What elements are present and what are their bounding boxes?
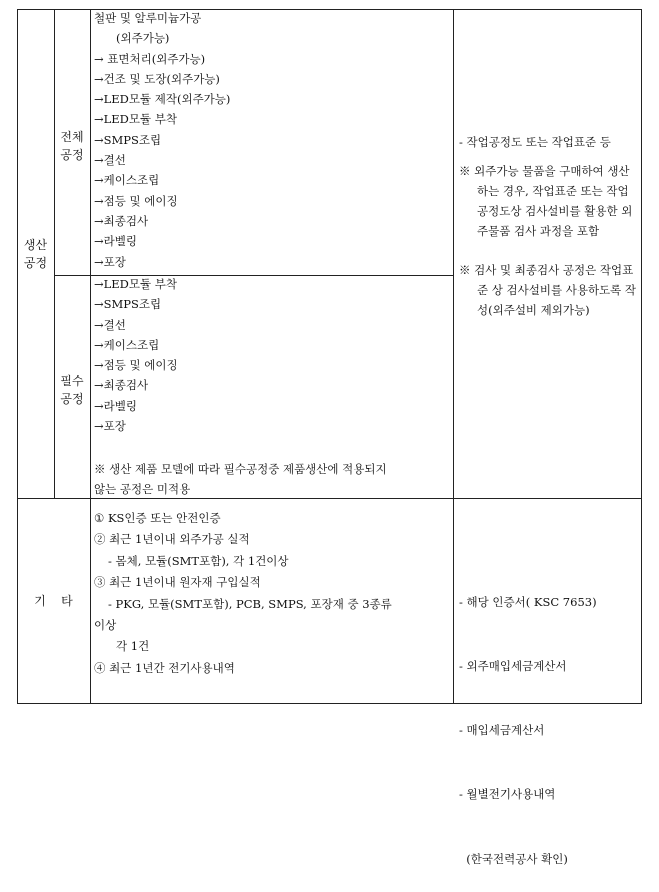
- list-item: - 몸체, 모듈(SMT포함), 각 1건이상: [108, 553, 289, 568]
- evidence-note: ※ 외주가능 물품을 구매하여 생산하는 경우, 작업표준 또는 작업공정도상 검사설비를 활용한 외주물품 검사 과정을 포함: [459, 164, 633, 238]
- note-line: ※ 생산 제품 모델에 따라 필수공정중 제품생산에 적용되지: [94, 462, 387, 476]
- list-item: →케이스조립: [94, 337, 160, 352]
- list-item: ① KS인증 또는 안전인증: [94, 511, 221, 525]
- list-item: →결선: [94, 153, 126, 168]
- required-process-label: [54, 372, 90, 408]
- whole-process-steps: [94, 8, 230, 272]
- list-item: →최종검사: [94, 213, 149, 228]
- evidence-line: (한국전력공사 확인): [459, 851, 568, 866]
- evidence-note: ※ 검사 및 최종검사 공정은 작업표준 상 검사설비를 사용하도록 작성(외주설비 제외가능): [459, 263, 637, 317]
- list-item: →포장: [94, 254, 126, 269]
- list-item: →LED모듈 부착: [94, 112, 177, 127]
- list-item: →라벨링: [94, 398, 137, 413]
- list-item: 철판 및 알루미늄가공: [94, 11, 202, 25]
- list-item: ④ 최근 1년간 전기사용내역: [94, 660, 235, 675]
- other-items: [94, 508, 392, 679]
- list-item: →LED모듈 제작(외주가능): [94, 92, 231, 107]
- production-label-line1: 생산: [23, 238, 48, 252]
- production-evidence: [459, 132, 637, 320]
- list-item: →점등 및 에이징: [94, 193, 178, 208]
- list-item: →최종검사: [94, 378, 149, 393]
- required-process-label-line2: 공정: [60, 392, 84, 406]
- list-item: - PKG, 모듈(SMT포함), PCB, SMPS, 포장재 중 3종류: [108, 596, 392, 611]
- list-item: →라벨링: [94, 234, 137, 249]
- required-process-steps: [94, 274, 178, 436]
- evidence-line: - 해당 인증서( KSC 7653): [459, 594, 597, 609]
- whole-process-label-line2: 공정: [60, 148, 84, 162]
- divider-col2: [90, 9, 91, 704]
- divider-col3: [453, 9, 454, 704]
- evidence-line: - 작업공정도 또는 작업표준 등: [459, 135, 611, 149]
- list-item: →점등 및 에이징: [94, 358, 178, 373]
- list-item: →결선: [94, 317, 126, 332]
- list-item: 이상: [94, 618, 117, 633]
- list-item: → 표면처리(외주가능): [94, 51, 206, 66]
- list-item: →SMPS조립: [94, 297, 162, 312]
- required-process-note: [94, 459, 387, 500]
- list-item: 각 1건: [116, 639, 150, 654]
- list-item: (외주가능): [116, 31, 170, 46]
- list-item: →SMPS조립: [94, 132, 162, 147]
- list-item: →건조 및 도장(외주가능): [94, 71, 220, 86]
- list-item: →포장: [94, 419, 126, 434]
- evidence-line: - 월별전기사용내역: [459, 787, 556, 802]
- note-line: 않는 공정은 미적용: [94, 482, 191, 497]
- list-item: ③ 최근 1년이내 원자재 구입실적: [94, 575, 261, 590]
- required-process-label-line1: 필수: [60, 374, 84, 388]
- list-item: →LED모듈 부착: [94, 277, 177, 291]
- divider-col1: [54, 9, 55, 498]
- evidence-line: - 매입세금계산서: [459, 723, 545, 738]
- production-label: [17, 236, 54, 272]
- whole-process-label-line1: 전체: [60, 130, 84, 144]
- list-item: ② 최근 1년이내 외주가공 실적: [94, 532, 250, 547]
- list-item: →케이스조립: [94, 173, 160, 188]
- evidence-line: - 외주매입세금계산서: [459, 659, 567, 674]
- production-label-line2: 공정: [23, 256, 48, 270]
- other-evidence: [459, 549, 597, 892]
- other-label: 기 타: [34, 594, 73, 608]
- whole-process-label: [54, 128, 90, 164]
